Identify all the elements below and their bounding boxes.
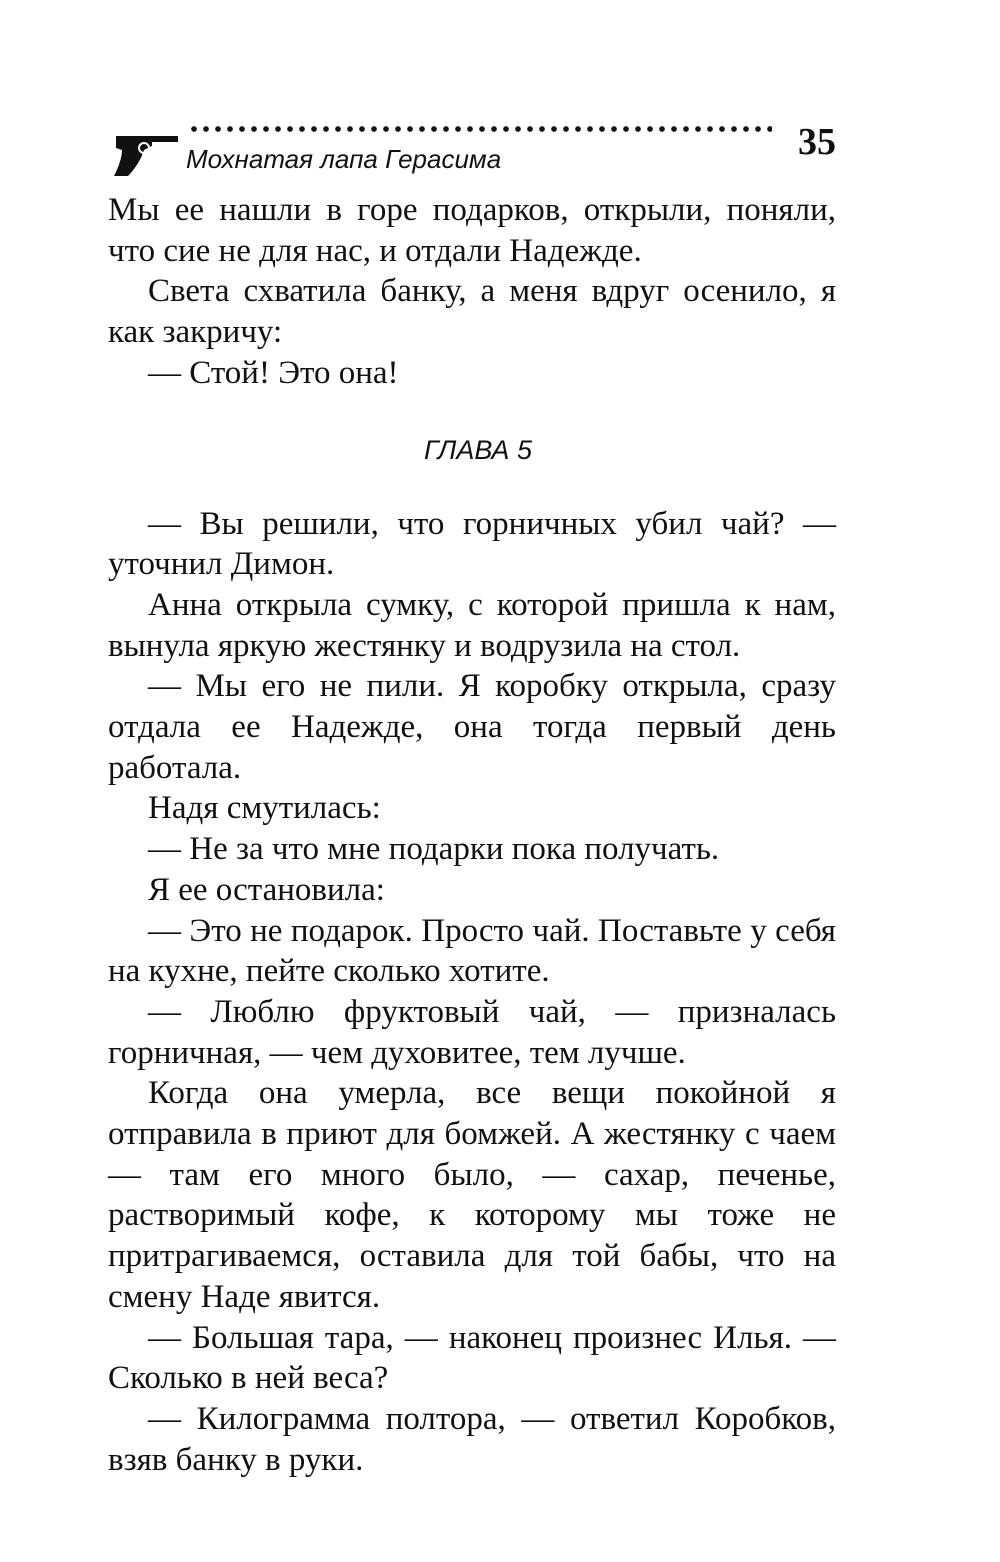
paragraph: Надя смутилась: bbox=[148, 790, 381, 827]
paragraph: — Мы его не пили. Я коробку открыла, сразу отдала ее Надежде, она тогда первый день работала. bbox=[108, 668, 836, 786]
paragraph: — Стой! Это она! bbox=[148, 354, 399, 391]
running-title: Мохнатая лапа Герасима bbox=[186, 144, 502, 174]
body-text bbox=[108, 190, 836, 1480]
chapter-title: ГЛАВА 5 bbox=[424, 434, 532, 465]
paragraph: — Люблю фруктовый чай, — призналась горничная, — чем духовитее, тем лучше. bbox=[108, 993, 836, 1071]
paragraph: Анна открыла сумку, с которой пришла к нам, вынула яркую жестянку и водрузила на стол. bbox=[108, 586, 836, 664]
paragraph: Я ее остановила: bbox=[148, 871, 385, 908]
header-dotted-rule bbox=[188, 124, 772, 134]
paragraph: — Не за что мне подарки пока получать. bbox=[148, 831, 720, 868]
paragraph: — Это не подарок. Просто чай. Поставьте у себя на кухне, пейте сколько хотите. bbox=[108, 912, 836, 990]
revolver-icon bbox=[108, 126, 184, 180]
paragraph: Мы ее нашли в горе подарков, открыли, поняли, что сие не для нас, и отдали Надежде. bbox=[108, 192, 836, 269]
page-header bbox=[108, 118, 836, 180]
paragraph: Света схватила банку, а меня вдруг осенило, я как закричу: bbox=[108, 273, 836, 351]
paragraph: — Большая тара, — наконец произнес Илья. — Сколько в ней веса? bbox=[108, 1319, 836, 1397]
paragraph: Когда она умерла, все вещи покойной я отправила в приют для бомжей. А жестянку с чаем — там его много было, — сахар, печенье, растворимый кофе, к которому мы тоже не притрагиваемся, оставила для той бабы, что на смену Наде явится. bbox=[108, 1075, 836, 1315]
paragraph: — Вы решили, что горничных убил чай? — уточнил Димон. bbox=[108, 505, 836, 583]
page-number: 35 bbox=[798, 121, 836, 163]
paragraph: — Килограмма полтора, — ответил Коробков, взяв банку в руки. bbox=[108, 1400, 836, 1478]
